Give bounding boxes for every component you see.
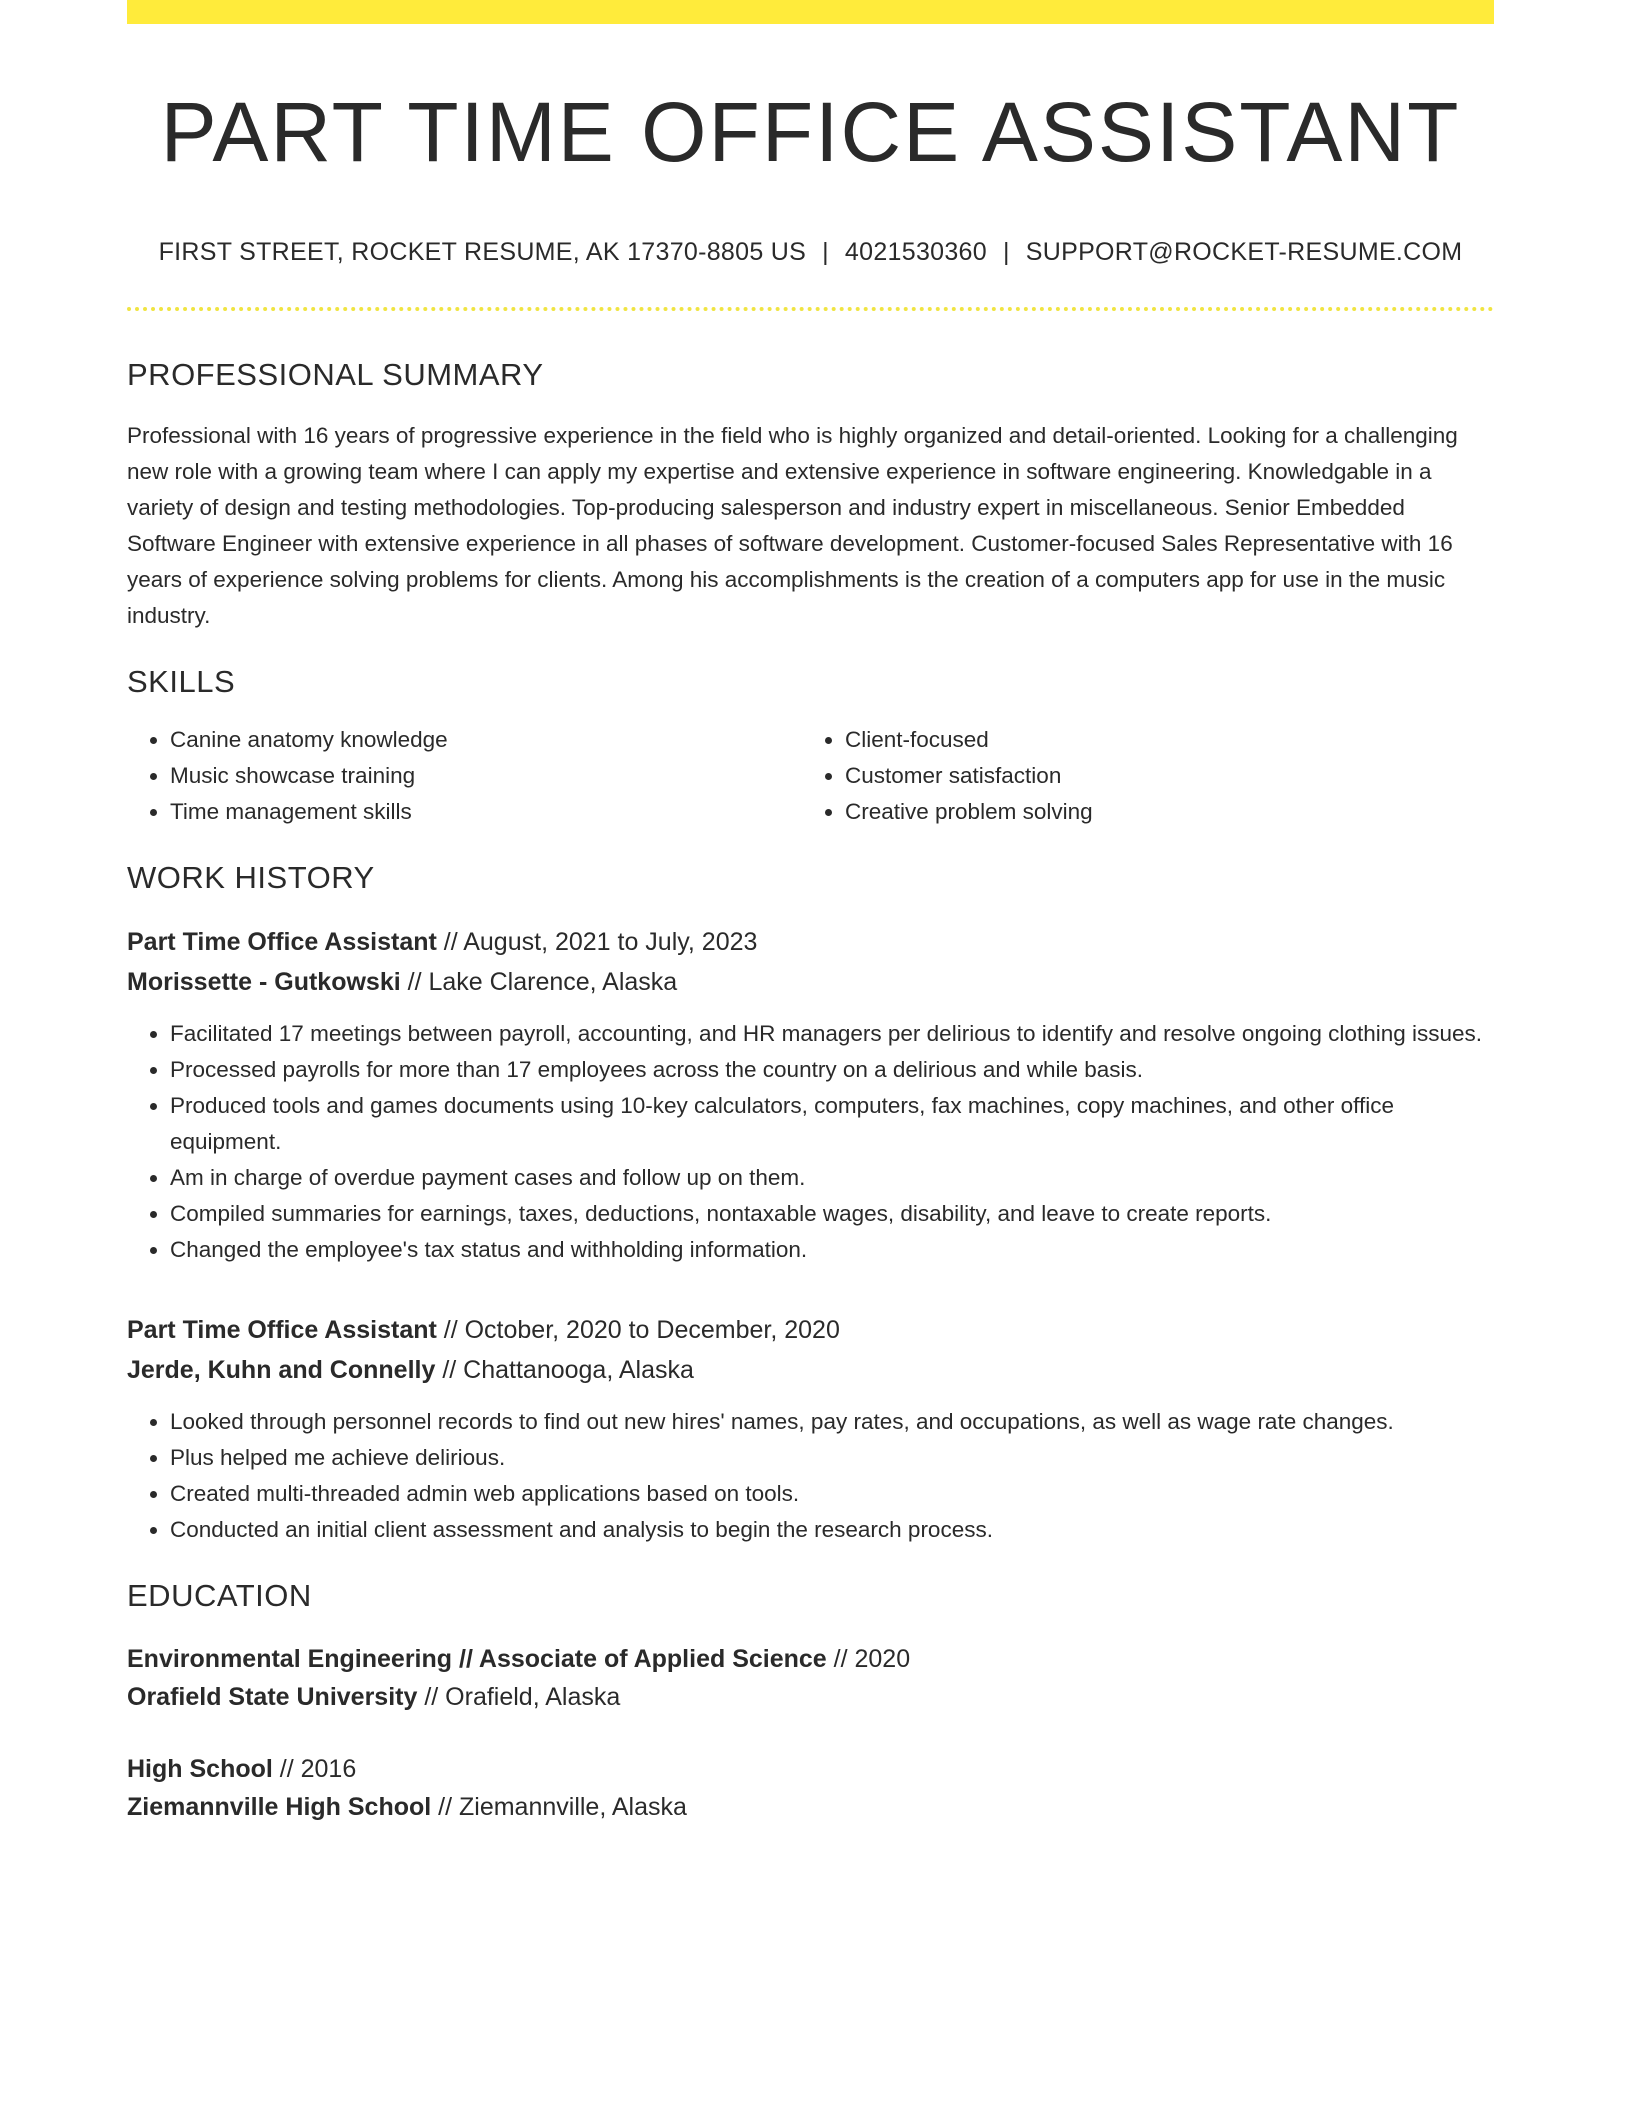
job-dates: // October, 2020 to December, 2020 — [436, 1316, 840, 1345]
skill-item: • Client-focused — [845, 722, 1476, 758]
job-location: // Chattanooga, Alaska — [435, 1356, 694, 1385]
job-entry — [127, 1310, 1494, 1548]
education-entry — [127, 1750, 1494, 1826]
education-location: // Ziemannville, Alaska — [431, 1793, 687, 1822]
skills-column-left — [127, 722, 801, 830]
job-bullet: • Changed the employee's tax status and withholding information. — [170, 1232, 1494, 1268]
contact-line — [127, 238, 1494, 267]
education-year: // 2016 — [272, 1755, 357, 1784]
skills-column-right — [801, 722, 1476, 830]
job-bullet: • Created multi-threaded admin web applications based on tools. — [170, 1476, 1494, 1512]
skill-item: • Canine anatomy knowledge — [170, 722, 801, 758]
job-bullet: • Processed payrolls for more than 17 employees across the country on a delirious and while basis. — [170, 1052, 1494, 1088]
job-company: Jerde, Kuhn and Connelly — [127, 1356, 436, 1385]
job-location: // Lake Clarence, Alaska — [400, 968, 678, 997]
summary-heading: PROFESSIONAL SUMMARY — [127, 357, 544, 393]
job-role-line — [127, 922, 1494, 962]
contact-address: FIRST STREET, ROCKET RESUME, AK 17370-8805 US — [158, 238, 807, 267]
skill-item: • Customer satisfaction — [845, 758, 1476, 794]
job-bullet: • Produced tools and games documents using 10-key calculators, computers, fax machines, copy machines, and other office equipment. — [170, 1088, 1494, 1160]
skill-item: • Creative problem solving — [845, 794, 1476, 830]
job-company-line — [127, 1350, 1494, 1390]
education-degree-line — [127, 1750, 1494, 1788]
education-degree: Environmental Engineering // Associate of Applied Science — [127, 1645, 827, 1674]
education-degree-line — [127, 1640, 1494, 1678]
education-year: // 2020 — [826, 1645, 911, 1674]
education-school-line — [127, 1788, 1494, 1826]
job-bullet: • Am in charge of overdue payment cases and follow up on them. — [170, 1160, 1494, 1196]
education-school-line — [127, 1678, 1494, 1716]
contact-separator: | — [822, 238, 829, 267]
job-bullet: • Conducted an initial client assessment and analysis to begin the research process. — [170, 1512, 1494, 1548]
job-company-line — [127, 962, 1494, 1002]
resume-page — [127, 0, 1494, 1826]
job-bullets — [127, 1404, 1494, 1548]
job-dates: // August, 2021 to July, 2023 — [436, 928, 758, 957]
job-role: Part Time Office Assistant — [127, 928, 437, 957]
job-entry — [127, 922, 1494, 1268]
contact-phone: 4021530360 — [844, 238, 987, 267]
skill-item: • Music showcase training — [170, 758, 801, 794]
job-bullet: • Looked through personnel records to find out new hires' names, pay rates, and occupations, as well as wage rate changes. — [170, 1404, 1494, 1440]
education-degree: High School — [127, 1755, 273, 1784]
summary-text: Professional with 16 years of progressive experience in the field who is highly organized and detail-oriented. Looking for a challenging new role with a growing team where I can apply my expertise and extensive experience in software engineering. Knowledgable in a variety of design and testing methodologies. Top-producing salesperson and industry expert in miscellaneous. Senior Embedded Software Engineer with extensive experience in all phases of software development. Customer-focused Sales Representative with 16 years of experience solving problems for clients. Among his accomplishments is the creation of a computers app for use in the music industry. — [127, 423, 1458, 629]
accent-bar — [127, 0, 1494, 24]
job-company: Morissette - Gutkowski — [127, 968, 401, 997]
job-role: Part Time Office Assistant — [127, 1316, 437, 1345]
contact-separator: | — [1002, 238, 1010, 267]
skill-item: • Time management skills — [170, 794, 801, 830]
education-entry — [127, 1640, 1494, 1716]
education-school: Orafield State University — [127, 1683, 418, 1712]
skills-heading: SKILLS — [127, 664, 236, 700]
job-bullets — [127, 1016, 1494, 1268]
job-bullet: • Facilitated 17 meetings between payroll, accounting, and HR managers per delirious to identify and resolve ongoing clothing issues. — [170, 1016, 1494, 1052]
skills-list — [127, 722, 1494, 830]
education-heading: EDUCATION — [127, 1578, 312, 1614]
education-location: // Orafield, Alaska — [417, 1683, 621, 1712]
contact-email: SUPPORT@ROCKET-RESUME.COM — [1025, 238, 1463, 267]
dotted-divider — [127, 307, 1494, 311]
job-role-line — [127, 1310, 1494, 1350]
resume-title: PART TIME OFFICE ASSISTANT — [160, 85, 1461, 179]
job-bullet: • Plus helped me achieve delirious. — [170, 1440, 1494, 1476]
education-school: Ziemannville High School — [127, 1793, 432, 1822]
job-bullet: • Compiled summaries for earnings, taxes, deductions, nontaxable wages, disability, and leave to create reports. — [170, 1196, 1494, 1232]
work-history-heading: WORK HISTORY — [127, 860, 375, 896]
